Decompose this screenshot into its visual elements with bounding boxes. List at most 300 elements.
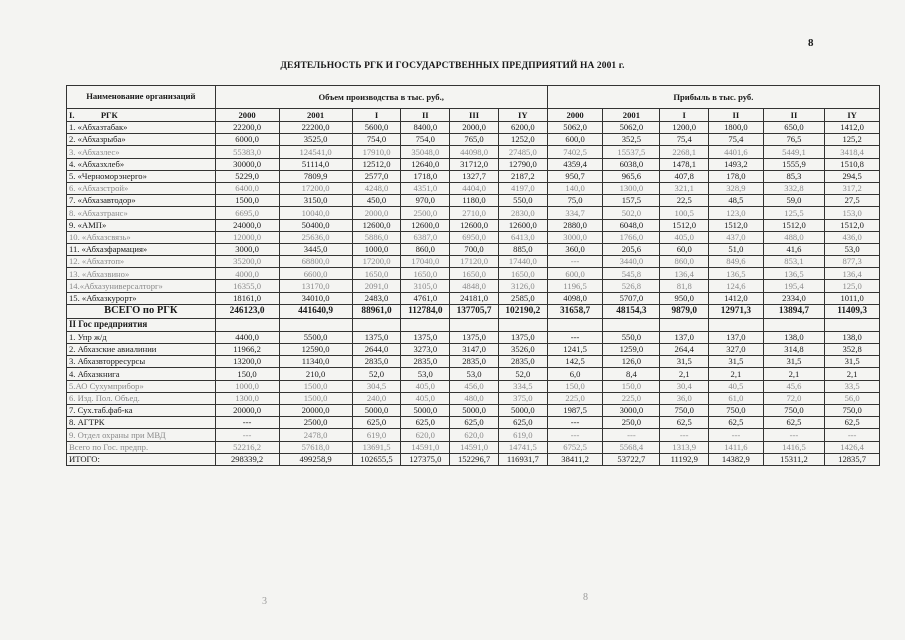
value-cell: 14591,0	[450, 441, 499, 453]
table-row	[67, 219, 880, 231]
value-cell: 2835,0	[352, 356, 401, 368]
value-cell: 2500,0	[401, 207, 450, 219]
value-cell: 502,0	[603, 207, 660, 219]
value-cell: 6038,0	[603, 158, 660, 170]
value-cell: 17910,0	[352, 146, 401, 158]
value-cell: 12600,0	[401, 219, 450, 231]
value-cell: 53,0	[401, 368, 450, 380]
value-cell: 2,1	[825, 368, 880, 380]
table-row	[67, 280, 880, 292]
value-cell: 112784,0	[401, 304, 450, 318]
value-cell: 327,0	[709, 344, 764, 356]
value-cell: ---	[763, 429, 825, 441]
value-cell: 53,0	[450, 368, 499, 380]
value-cell: 137,0	[709, 331, 764, 343]
empty-cell	[498, 318, 547, 331]
value-cell: 2500,0	[279, 417, 352, 429]
value-cell: 56,0	[825, 392, 880, 404]
value-cell: 137705,7	[450, 304, 499, 318]
value-cell: 4848,0	[450, 280, 499, 292]
value-cell: 12600,0	[352, 219, 401, 231]
value-cell: 72,0	[763, 392, 825, 404]
value-cell: 1259,0	[603, 344, 660, 356]
value-cell: 12000,0	[215, 231, 279, 243]
value-cell: 1412,0	[825, 122, 880, 134]
value-cell: 62,5	[825, 417, 880, 429]
value-cell: 125,2	[825, 134, 880, 146]
value-cell: 1512,0	[763, 219, 825, 231]
value-cell: 1426,4	[825, 441, 880, 453]
value-cell: 10040,0	[279, 207, 352, 219]
value-cell: 8400,0	[401, 122, 450, 134]
organization-name: ВСЕГО по РГК	[67, 304, 216, 318]
section-roman: I.	[69, 109, 75, 120]
value-cell: 3440,0	[603, 256, 660, 268]
value-cell: 11192,9	[660, 453, 709, 465]
organization-name: 1. «Абхазтабак»	[67, 122, 216, 134]
value-cell: 52,0	[352, 368, 401, 380]
value-cell: 1512,0	[825, 219, 880, 231]
value-cell: 437,0	[709, 231, 764, 243]
table-row	[67, 195, 880, 207]
organization-name: 13. «Абхазвино»	[67, 268, 216, 280]
column-header-name: Наименование организаций	[67, 86, 216, 109]
value-cell: 456,0	[450, 380, 499, 392]
value-cell: 2000,0	[450, 122, 499, 134]
value-cell: 22200,0	[215, 122, 279, 134]
value-cell: 545,8	[603, 268, 660, 280]
value-cell: 55383,0	[215, 146, 279, 158]
value-cell: 152296,7	[450, 453, 499, 465]
value-cell: 2830,0	[498, 207, 547, 219]
value-cell: 853,1	[763, 256, 825, 268]
value-cell: 12790,0	[498, 158, 547, 170]
value-cell: 3525,0	[279, 134, 352, 146]
column-header-period: III	[450, 109, 499, 122]
value-cell: 62,5	[763, 417, 825, 429]
value-cell: 625,0	[450, 417, 499, 429]
value-cell: 1375,0	[498, 331, 547, 343]
value-cell: 57618,0	[279, 441, 352, 453]
value-cell: 405,0	[401, 380, 450, 392]
value-cell: 53722,7	[603, 453, 660, 465]
value-cell: 620,0	[450, 429, 499, 441]
value-cell: 25636,0	[279, 231, 352, 243]
value-cell: 2644,0	[352, 344, 401, 356]
value-cell: 1416,5	[763, 441, 825, 453]
column-header-period: 2000	[215, 109, 279, 122]
empty-cell	[450, 318, 499, 331]
value-cell: 2835,0	[450, 356, 499, 368]
value-cell: 334,7	[547, 207, 603, 219]
empty-cell	[603, 318, 660, 331]
value-cell: 499258,9	[279, 453, 352, 465]
value-cell: 16355,0	[215, 280, 279, 292]
value-cell: 5500,0	[279, 331, 352, 343]
value-cell: 1650,0	[450, 268, 499, 280]
organization-name: 8. «Абхазтранс»	[67, 207, 216, 219]
organization-name: 2. «Абхазрыба»	[67, 134, 216, 146]
value-cell: 750,0	[660, 404, 709, 416]
value-cell: 136,5	[763, 268, 825, 280]
value-cell: 1375,0	[450, 331, 499, 343]
value-cell: 22,5	[660, 195, 709, 207]
value-cell: 20000,0	[215, 404, 279, 416]
value-cell: 33,5	[825, 380, 880, 392]
organization-name: 12. «Абхазтоп»	[67, 256, 216, 268]
value-cell: 31,5	[660, 356, 709, 368]
value-cell: 62,5	[660, 417, 709, 429]
value-cell: 2334,0	[763, 292, 825, 304]
value-cell: 61,0	[709, 392, 764, 404]
table-row	[67, 256, 880, 268]
value-cell: 3418,4	[825, 146, 880, 158]
value-cell: 550,0	[498, 195, 547, 207]
value-cell: 1252,0	[498, 134, 547, 146]
value-cell: 138,0	[825, 331, 880, 343]
value-cell: ---	[547, 331, 603, 343]
value-cell: 18161,0	[215, 292, 279, 304]
value-cell: 6752,5	[547, 441, 603, 453]
organization-name: 7. «Абхазавтодор»	[67, 195, 216, 207]
value-cell: 1512,0	[709, 219, 764, 231]
table-row	[67, 268, 880, 280]
value-cell: 6950,0	[450, 231, 499, 243]
table-row	[67, 356, 880, 368]
value-cell: 75,0	[547, 195, 603, 207]
value-cell: ---	[215, 417, 279, 429]
value-cell: 321,1	[660, 182, 709, 194]
value-cell: 22200,0	[279, 122, 352, 134]
table-row	[67, 158, 880, 170]
value-cell: ---	[547, 429, 603, 441]
value-cell: 375,0	[498, 392, 547, 404]
value-cell: 480,0	[450, 392, 499, 404]
value-cell: 38411,2	[547, 453, 603, 465]
value-cell: 4351,0	[401, 182, 450, 194]
document-title: ДЕЯТЕЛЬНОСТЬ РГК И ГОСУДАРСТВЕННЫХ ПРЕДПРИЯТИЙ НА 2001 г.	[280, 61, 625, 71]
value-cell: 3000,0	[215, 243, 279, 255]
value-cell: 124541,0	[279, 146, 352, 158]
value-cell: 140,0	[547, 182, 603, 194]
value-cell: 1196,5	[547, 280, 603, 292]
table-row	[67, 441, 880, 453]
value-cell: 240,0	[352, 392, 401, 404]
value-cell: 950,7	[547, 170, 603, 182]
value-cell: 317,2	[825, 182, 880, 194]
value-cell: 2268,1	[660, 146, 709, 158]
value-cell: 1412,0	[709, 292, 764, 304]
value-cell: 1500,0	[215, 195, 279, 207]
value-cell: 138,0	[763, 331, 825, 343]
value-cell: 1650,0	[401, 268, 450, 280]
value-cell: 1650,0	[498, 268, 547, 280]
value-cell: 75,4	[660, 134, 709, 146]
value-cell: 68800,0	[279, 256, 352, 268]
value-cell: 210,0	[279, 368, 352, 380]
value-cell: 59,0	[763, 195, 825, 207]
value-cell: 860,0	[401, 243, 450, 255]
value-cell: 1510,8	[825, 158, 880, 170]
organization-name: 7. Сух.таб.фаб-ка	[67, 404, 216, 416]
value-cell: 360,0	[547, 243, 603, 255]
empty-cell	[547, 318, 603, 331]
value-cell: 1300,0	[603, 182, 660, 194]
value-cell: 450,0	[352, 195, 401, 207]
value-cell: 2091,0	[352, 280, 401, 292]
value-cell: 6600,0	[279, 268, 352, 280]
value-cell: 1500,0	[279, 380, 352, 392]
table-row	[67, 134, 880, 146]
organization-name: 5.АО Сухумприбор»	[67, 380, 216, 392]
value-cell: ---	[709, 429, 764, 441]
value-cell: 35048,0	[401, 146, 450, 158]
value-cell: 4197,0	[498, 182, 547, 194]
value-cell: 35200,0	[215, 256, 279, 268]
value-cell: 17440,0	[498, 256, 547, 268]
value-cell: 2585,0	[498, 292, 547, 304]
value-cell: 405,0	[660, 231, 709, 243]
value-cell: 405,0	[401, 392, 450, 404]
value-cell: 50400,0	[279, 219, 352, 231]
page-number: 8	[808, 37, 814, 49]
value-cell: 625,0	[352, 417, 401, 429]
table-row	[67, 122, 880, 134]
value-cell: 1650,0	[352, 268, 401, 280]
value-cell: 142,5	[547, 356, 603, 368]
table-row	[67, 207, 880, 219]
value-cell: 225,0	[547, 392, 603, 404]
value-cell: 4400,0	[215, 331, 279, 343]
value-cell: 127375,0	[401, 453, 450, 465]
section-header-state-enterprises	[67, 318, 880, 331]
empty-cell	[215, 318, 279, 331]
value-cell: 352,5	[603, 134, 660, 146]
value-cell: 62,5	[709, 417, 764, 429]
margin-mark: 8	[583, 592, 588, 603]
value-cell: 550,0	[603, 331, 660, 343]
table-row	[67, 404, 880, 416]
value-cell: 849,6	[709, 256, 764, 268]
value-cell: 31,5	[763, 356, 825, 368]
value-cell: 5707,0	[603, 292, 660, 304]
value-cell: 137,0	[660, 331, 709, 343]
value-cell: 334,5	[498, 380, 547, 392]
column-header-period: I	[660, 109, 709, 122]
table-row	[67, 231, 880, 243]
empty-cell	[660, 318, 709, 331]
value-cell: 36,0	[660, 392, 709, 404]
value-cell: 7402,5	[547, 146, 603, 158]
value-cell: 970,0	[401, 195, 450, 207]
value-cell: 6200,0	[498, 122, 547, 134]
value-cell: 13894,7	[763, 304, 825, 318]
value-cell: 298339,2	[215, 453, 279, 465]
value-cell: 407,8	[660, 170, 709, 182]
value-cell: 3105,0	[401, 280, 450, 292]
value-cell: 1313,9	[660, 441, 709, 453]
value-cell: 877,3	[825, 256, 880, 268]
value-cell: 5600,0	[352, 122, 401, 134]
organization-name: 14.«Абхазуниверсалторг»	[67, 280, 216, 292]
value-cell: 1512,0	[660, 219, 709, 231]
organization-name: 2. Абхазские авиалинии	[67, 344, 216, 356]
section-label: РГК	[100, 109, 118, 120]
column-header-period: II	[401, 109, 450, 122]
value-cell: 2835,0	[401, 356, 450, 368]
value-cell: 1375,0	[401, 331, 450, 343]
value-cell: 5062,0	[603, 122, 660, 134]
value-cell: 126,0	[603, 356, 660, 368]
value-cell: 250,0	[603, 417, 660, 429]
value-cell: 51114,0	[279, 158, 352, 170]
value-cell: 11966,2	[215, 344, 279, 356]
value-cell: 1766,0	[603, 231, 660, 243]
value-cell: 441640,9	[279, 304, 352, 318]
value-cell: 625,0	[401, 417, 450, 429]
value-cell: 17200,0	[279, 182, 352, 194]
value-cell: 2478,0	[279, 429, 352, 441]
value-cell: 1241,5	[547, 344, 603, 356]
value-cell: 2483,0	[352, 292, 401, 304]
value-cell: 123,0	[709, 207, 764, 219]
grand-total-row	[67, 453, 880, 465]
value-cell: 136,5	[709, 268, 764, 280]
value-cell: 4098,0	[547, 292, 603, 304]
value-cell: ---	[660, 429, 709, 441]
value-cell: 1987,5	[547, 404, 603, 416]
value-cell: 150,0	[215, 368, 279, 380]
value-cell: 24181,0	[450, 292, 499, 304]
value-cell: 11340,0	[279, 356, 352, 368]
value-cell: 965,6	[603, 170, 660, 182]
value-cell: 754,0	[352, 134, 401, 146]
value-cell: 6413,0	[498, 231, 547, 243]
margin-mark: 3	[262, 596, 267, 607]
column-header-period: 2000	[547, 109, 603, 122]
value-cell: 950,0	[660, 292, 709, 304]
value-cell: 40,5	[709, 380, 764, 392]
value-cell: 3000,0	[547, 231, 603, 243]
value-cell: 150,0	[547, 380, 603, 392]
column-header-period: II	[763, 109, 825, 122]
value-cell: 600,0	[547, 268, 603, 280]
value-cell: 2,1	[709, 368, 764, 380]
organization-name: 3. «Абхазлес»	[67, 146, 216, 158]
value-cell: 5000,0	[498, 404, 547, 416]
value-cell: 3150,0	[279, 195, 352, 207]
value-cell: 1375,0	[352, 331, 401, 343]
organization-name: 3. Абхазвторресурсы	[67, 356, 216, 368]
value-cell: 2577,0	[352, 170, 401, 182]
value-cell: 5000,0	[401, 404, 450, 416]
value-cell: 332,8	[763, 182, 825, 194]
organization-name: 6. «Абхазстрой»	[67, 182, 216, 194]
value-cell: 31658,7	[547, 304, 603, 318]
value-cell: ---	[825, 429, 880, 441]
value-cell: 11409,3	[825, 304, 880, 318]
organization-name: 10. «Абхазсвязь»	[67, 231, 216, 243]
value-cell: 31,5	[825, 356, 880, 368]
value-cell: 3000,0	[603, 404, 660, 416]
value-cell: 619,0	[352, 429, 401, 441]
organization-name: 8. АГТРК	[67, 417, 216, 429]
value-cell: 4000,0	[215, 268, 279, 280]
value-cell: 1300,0	[215, 392, 279, 404]
value-cell: 1000,0	[352, 243, 401, 255]
value-cell: 765,0	[450, 134, 499, 146]
value-cell: 2880,0	[547, 219, 603, 231]
value-cell: 4359,4	[547, 158, 603, 170]
organization-name: 9. «АМП»	[67, 219, 216, 231]
column-header-period: IY	[498, 109, 547, 122]
value-cell: 15537,5	[603, 146, 660, 158]
value-cell: 1718,0	[401, 170, 450, 182]
value-cell: 14741,5	[498, 441, 547, 453]
value-cell: 17200,0	[352, 256, 401, 268]
value-cell: 4248,0	[352, 182, 401, 194]
value-cell: 53,0	[825, 243, 880, 255]
column-header-period: 2001	[603, 109, 660, 122]
value-cell: 6400,0	[215, 182, 279, 194]
empty-cell	[352, 318, 401, 331]
value-cell: 4401,6	[709, 146, 764, 158]
value-cell: 700,0	[450, 243, 499, 255]
value-cell: 3147,0	[450, 344, 499, 356]
value-cell: ---	[547, 417, 603, 429]
value-cell: 5000,0	[352, 404, 401, 416]
value-cell: 3445,0	[279, 243, 352, 255]
value-cell: 12640,0	[401, 158, 450, 170]
empty-cell	[709, 318, 764, 331]
value-cell: 750,0	[709, 404, 764, 416]
empty-cell	[279, 318, 352, 331]
value-cell: 526,8	[603, 280, 660, 292]
value-cell: 44098,0	[450, 146, 499, 158]
organization-name: 15. «Абхазкурорт»	[67, 292, 216, 304]
value-cell: 100,5	[660, 207, 709, 219]
value-cell: 41,6	[763, 243, 825, 255]
value-cell: 246123,0	[215, 304, 279, 318]
value-cell: 75,4	[709, 134, 764, 146]
value-cell: 102655,5	[352, 453, 401, 465]
value-cell: 102190,2	[498, 304, 547, 318]
value-cell: 136,4	[660, 268, 709, 280]
value-cell: 136,4	[825, 268, 880, 280]
value-cell: 60,0	[660, 243, 709, 255]
value-cell: 1200,0	[660, 122, 709, 134]
value-cell: 51,0	[709, 243, 764, 255]
value-cell: 6,0	[547, 368, 603, 380]
value-cell: 1180,0	[450, 195, 499, 207]
value-cell: 12835,7	[825, 453, 880, 465]
value-cell: 625,0	[498, 417, 547, 429]
value-cell: 750,0	[763, 404, 825, 416]
value-cell: 294,5	[825, 170, 880, 182]
organization-name: 4. Абхазкнига	[67, 368, 216, 380]
value-cell: 225,0	[603, 392, 660, 404]
value-cell: 12971,3	[709, 304, 764, 318]
value-cell: 12590,0	[279, 344, 352, 356]
value-cell: 34010,0	[279, 292, 352, 304]
organization-name: 1. Упр ж/д	[67, 331, 216, 343]
value-cell: 3126,0	[498, 280, 547, 292]
value-cell: 6695,0	[215, 207, 279, 219]
value-cell: 125,0	[825, 280, 880, 292]
organization-name: ИТОГО:	[67, 453, 216, 465]
table-row	[67, 170, 880, 182]
value-cell: 5062,0	[547, 122, 603, 134]
